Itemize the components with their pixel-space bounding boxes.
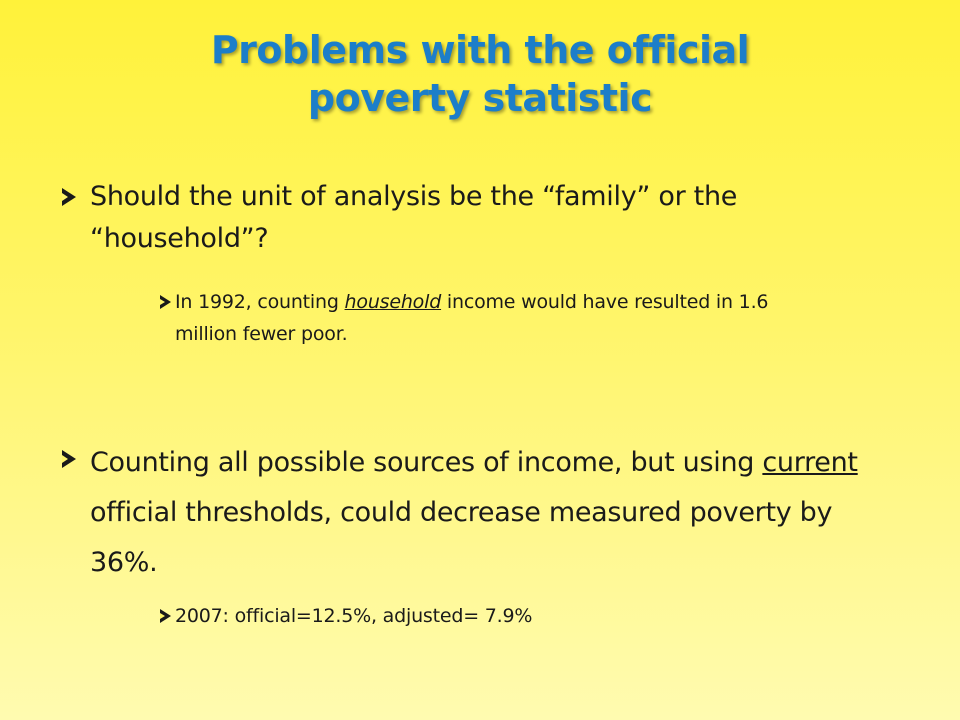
- bullet-text: [90, 438, 892, 588]
- bullet-income-sources: [62, 438, 892, 588]
- slide-title-line-2: poverty statistic: [307, 76, 653, 120]
- bullet-text-pre: Counting all possible sources of income, but using: [90, 447, 763, 478]
- subbullet-household-income: [160, 286, 820, 350]
- slide-title-line-1: Problems with the official: [210, 28, 750, 72]
- bullet-text-post: official thresholds, could decrease measured poverty by 36%.: [90, 497, 833, 578]
- arrow-bullet-icon: [160, 609, 171, 623]
- bullet-text: Should the unit of analysis be the “family” or the “household”?: [90, 181, 738, 254]
- bullet-unit-of-analysis: [62, 176, 892, 260]
- subbullet-text-pre: In 1992, counting: [175, 291, 345, 313]
- arrow-bullet-icon: [62, 188, 76, 206]
- slide-title: [0, 26, 960, 122]
- subbullet-text-post: income would have resulted in 1.6 million fewer poor.: [175, 291, 769, 345]
- bullet-emphasis-current: current: [762, 447, 858, 478]
- subbullet-text: [175, 286, 820, 350]
- arrow-bullet-icon: [62, 450, 76, 468]
- arrow-bullet-icon: [160, 295, 171, 309]
- subbullet-text: 2007: official=12.5%, adjusted= 7.9%: [175, 605, 533, 627]
- subbullet-2007-rates: [160, 600, 820, 632]
- subbullet-emphasis-household: household: [344, 291, 442, 313]
